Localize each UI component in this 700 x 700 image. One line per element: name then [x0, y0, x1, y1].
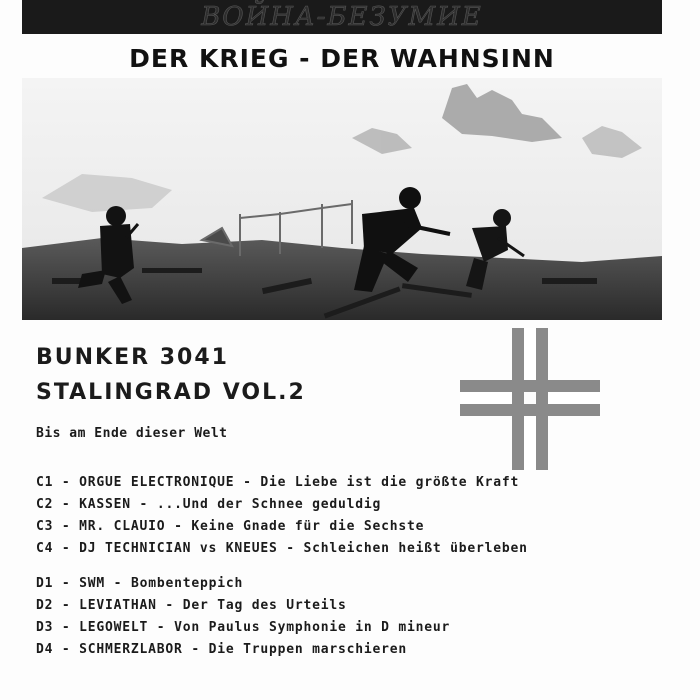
- war-photo: [22, 78, 662, 320]
- track-d2: D2 - LEVIATHAN - Der Tag des Urteils: [36, 598, 347, 613]
- tracklist-side-d: [36, 573, 450, 661]
- cross-edge-4: [460, 404, 600, 416]
- track-artist: MR. CLAUIO: [79, 519, 166, 534]
- track-artist: SWM: [79, 576, 106, 591]
- album-title-line2: STALINGRAD VOL.2: [36, 380, 306, 405]
- cross-edge-1: [512, 328, 524, 470]
- track-title: Der Tag des Urteils: [182, 598, 347, 613]
- headline: DER KRIEG - DER WAHNSINN: [129, 44, 555, 73]
- track-title: Die Truppen marschieren: [208, 642, 407, 657]
- track-title: ...Und der Schnee geduldig: [156, 497, 382, 512]
- track-title: Die Liebe ist die größte Kraft: [260, 475, 520, 490]
- album-subtitle: Bis am Ende dieser Welt: [36, 426, 228, 441]
- album-title-line1: BUNKER 3041: [36, 345, 229, 370]
- track-code: C4: [36, 541, 54, 556]
- track-code: D3: [36, 620, 54, 635]
- track-code: D2: [36, 598, 54, 613]
- track-artist: SCHMERZLABOR: [79, 642, 183, 657]
- track-code: D1: [36, 576, 54, 591]
- track-d3: D3 - LEGOWELT - Von Paulus Symphonie in D mineur: [36, 620, 451, 635]
- top-banner-text: ВОЙНА-БЕЗУМИЕ: [201, 2, 483, 32]
- track-c2: C2 - KASSEN - ...Und der Schnee geduldig: [36, 497, 382, 512]
- track-c4: C4 - DJ TECHNICIAN vs KNEUES - Schleichen heißt überleben: [36, 541, 528, 556]
- track-code: C3: [36, 519, 54, 534]
- track-artist: LEVIATHAN: [79, 598, 157, 613]
- track-d1: D1 - SWM - Bombenteppich: [36, 576, 244, 591]
- track-code: C1: [36, 475, 54, 490]
- track-artist: LEGOWELT: [79, 620, 149, 635]
- track-artist: KASSEN: [79, 497, 131, 512]
- track-code: C2: [36, 497, 54, 512]
- track-c1: C1 - ORGUE ELECTRONIQUE - Die Liebe ist die größte Kraft: [36, 475, 520, 490]
- cross-center: [524, 392, 536, 404]
- album-title-block: [36, 340, 306, 410]
- track-code: D4: [36, 642, 54, 657]
- track-artist: DJ TECHNICIAN vs KNEUES: [79, 541, 278, 556]
- track-title: Keine Gnade für die Sechste: [191, 519, 425, 534]
- tracklist-side-c: [36, 472, 528, 560]
- track-d4: D4 - SCHMERZLABOR - Die Truppen marschieren: [36, 642, 407, 657]
- track-c3: C3 - MR. CLAUIO - Keine Gnade für die Sechste: [36, 519, 425, 534]
- balkenkreuz-icon: [460, 328, 600, 470]
- track-title: Von Paulus Symphonie in D mineur: [174, 620, 451, 635]
- track-title: Bombenteppich: [130, 576, 244, 591]
- cross-edge-2: [536, 328, 548, 470]
- track-artist: ORGUE ELECTRONIQUE: [79, 475, 235, 490]
- track-title: Schleichen heißt überleben: [303, 541, 528, 556]
- top-banner: [22, 0, 662, 34]
- cross-edge-3: [460, 380, 600, 392]
